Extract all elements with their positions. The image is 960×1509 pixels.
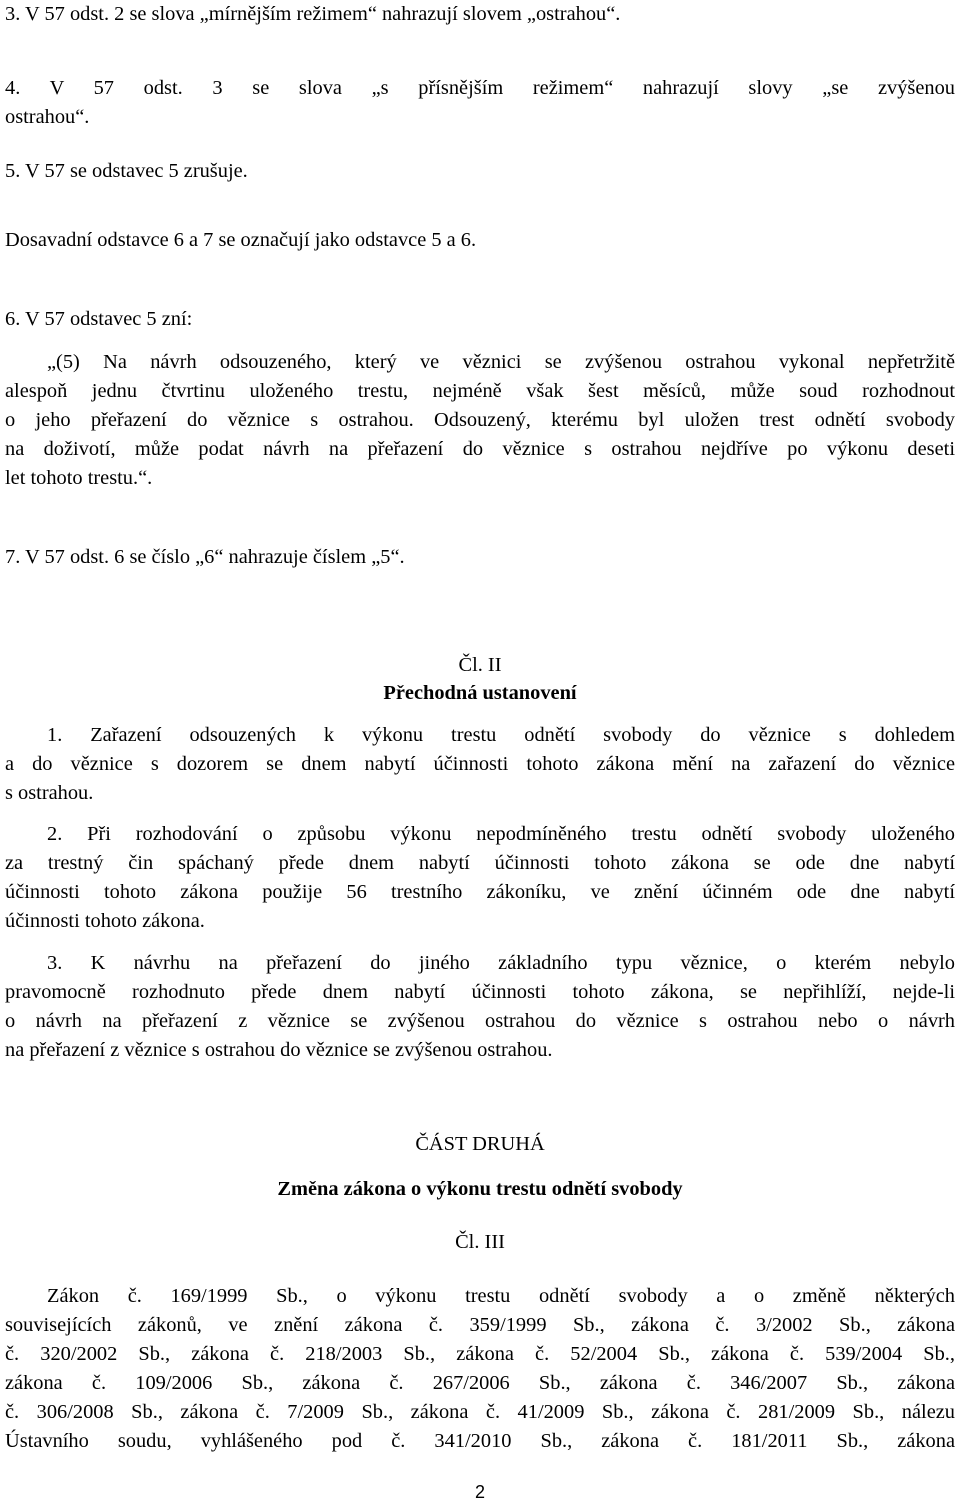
article-3-heading: Čl. III: [455, 1231, 505, 1253]
item-7: 7. V 57 odst. 6 se číslo „6“ nahrazuje číslem „5“.: [5, 546, 405, 568]
item-6: 6. V 57 odstavec 5 zní:: [5, 308, 193, 330]
art2-p1-line-3: s ostrahou.: [5, 782, 94, 804]
part-2-heading: ČÁST DRUHÁ: [415, 1133, 545, 1155]
art2-p2-line-1: 2. Při rozhodování o způsobu výkonu nepodmíněného trestu odnětí svobody uloženého: [47, 823, 955, 845]
art2-p1-line-2: a do věznice s dozorem se dnem nabytí účinnosti tohoto zákona mění na zařazení do věznice: [5, 753, 955, 775]
quote-line-4: na doživotí, může podat návrh na přeřazení do věznice s ostrahou nejdříve po výkonu deseti: [5, 438, 955, 460]
item-4-line-1: 4. V 57 odst. 3 se slova „s přísnějším režimem“ nahrazují slovy „se zvýšenou: [5, 77, 955, 99]
quote-line-5: let tohoto trestu.“.: [5, 467, 153, 489]
art2-p3-line-3: o návrh na přeřazení z věznice se zvýšenou ostrahou do věznice s ostrahou nebo o návrh: [5, 1010, 955, 1032]
article-2-title: Přechodná ustanovení: [383, 682, 577, 704]
art2-p2-line-2: za trestný čin spáchaný přede dnem nabytí účinnosti tohoto zákona se ode dne nabytí: [5, 852, 955, 874]
art2-p2-line-3: účinnosti tohoto zákona použije 56 trestního zákoníku, ve znění účinném ode dne nabytí: [5, 881, 955, 903]
item-5: 5. V 57 se odstavec 5 zrušuje.: [5, 160, 248, 182]
quote-line-2: alespoň jednu čtvrtinu uloženého trestu, nejméně však šest měsíců, může soud rozhodnout: [5, 380, 955, 402]
art3-line-3: č. 320/2002 Sb., zákona č. 218/2003 Sb., zákona č. 52/2004 Sb., zákona č. 539/2004 Sb.,: [5, 1343, 955, 1365]
part-2-title: Změna zákona o výkonu trestu odnětí svobody: [277, 1178, 683, 1200]
page-number: 2: [474, 1482, 485, 1502]
art3-line-4: zákona č. 109/2006 Sb., zákona č. 267/2006 Sb., zákona č. 346/2007 Sb., zákona: [5, 1372, 955, 1394]
quote-line-1: „(5) Na návrh odsouzeného, který ve věznici se zvýšenou ostrahou vykonal nepřetržitě: [47, 351, 955, 373]
item-3: 3. V 57 odst. 2 se slova „mírnějším režimem“ nahrazují slovem „ostrahou“.: [5, 3, 621, 25]
quote-line-3: o jeho přeřazení do věznice s ostrahou. Odsouzený, kterému byl uložen trest odnětí svobody: [5, 409, 955, 431]
art3-line-5: č. 306/2008 Sb., zákona č. 7/2009 Sb., zákona č. 41/2009 Sb., zákona č. 281/2009 Sb., nálezu: [5, 1401, 955, 1423]
art2-p2-line-4: účinnosti tohoto zákona.: [5, 910, 205, 932]
art2-p3-line-4: na přeřazení z věznice s ostrahou do věznice se zvýšenou ostrahou.: [5, 1039, 553, 1061]
item-5-note: Dosavadní odstavce 6 a 7 se označují jako odstavce 5 a 6.: [5, 229, 477, 251]
art2-p3-line-1: 3. K návrhu na přeřazení do jiného základního typu věznice, o kterém nebylo: [47, 952, 955, 974]
art2-p3-line-2: pravomocně rozhodnuto přede dnem nabytí účinnosti tohoto zákona, se nepřihlíží, nejde-li: [5, 981, 955, 1003]
art3-line-1: Zákon č. 169/1999 Sb., o výkonu trestu odnětí svobody a o změně některých: [47, 1285, 955, 1307]
item-4-line-2: ostrahou“.: [5, 106, 90, 128]
art3-line-6: Ústavního soudu, vyhlášeného pod č. 341/2010 Sb., zákona č. 181/2011 Sb., zákona: [5, 1430, 955, 1452]
article-2-heading: Čl. II: [458, 654, 502, 676]
art3-line-2: souvisejících zákonů, ve znění zákona č. 359/1999 Sb., zákona č. 3/2002 Sb., zákona: [5, 1314, 955, 1336]
art2-p1-line-1: 1. Zařazení odsouzených k výkonu trestu odnětí svobody do věznice s dohledem: [47, 724, 955, 746]
